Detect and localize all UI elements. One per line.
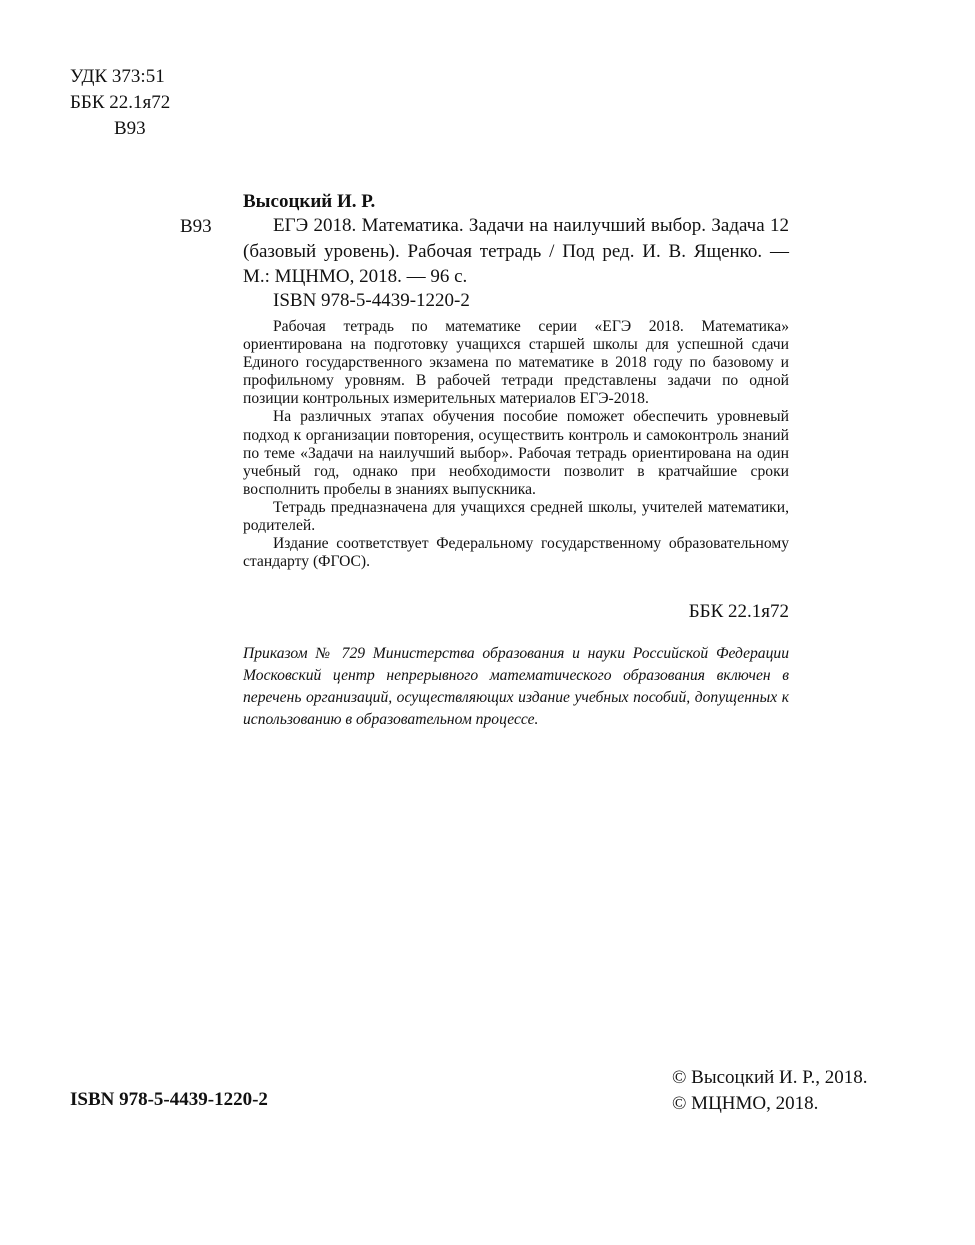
footer-isbn: ISBN 978-5-4439-1220-2 (70, 1089, 268, 1110)
copyright-author: © Высоцкий И. Р., 2018. (672, 1067, 868, 1088)
udk-code: УДК 373:51 (70, 66, 165, 87)
ministry-order-note: Приказом № 729 Министерства образования и науки Российской Федерации Московский центр непрерывного математического образования включен в перечень организаций, осуществляющих издание учебных пособий, допущенных к использованию в образовательном процессе. (243, 645, 789, 728)
annotation-paragraph: Издание соответствует Федеральному государственному образовательному стандарту (ФГОС). (243, 535, 789, 571)
annotation-block (243, 318, 789, 571)
annotation-paragraph: Тетрадь предназначена для учащихся средней школы, учителей математики, родителей. (243, 498, 789, 535)
annotation-paragraph: Рабочая тетрадь по математике серии «ЕГЭ 2018. Математика» ориентирована на подготовку учащихся старшей школы для успешной сдачи Единого государственного экзамена по математике в 2018 году по базовому и профильному уровням. В рабочей тетради представлены задачи по одной позиции контрольных измерительных материалов ЕГЭ-2018. (243, 318, 789, 408)
annotation-paragraph: На различных этапах обучения пособие поможет обеспечить уровневый подход к организации повторения, осуществить контроль и самоконтроль знаний по теме «Задачи на наилучший выбор». Рабочая тетрадь ориентирована на один учебный год, однако при необходимости позволит в кратчайшие сроки восполнить пробелы в знаниях выпускника. (243, 408, 789, 498)
author-mark-code: В93 (114, 118, 146, 139)
copyright-block (672, 1065, 867, 1116)
bbk-code: ББК 22.1я72 (70, 92, 171, 113)
classification-block (70, 64, 170, 142)
author-name: Высоцкий И. Р. (243, 191, 376, 212)
record-isbn: ISBN 978-5-4439-1220-2 (273, 290, 470, 311)
copyright-publisher: © МЦНМО, 2018. (672, 1092, 819, 1114)
record-author-mark: В93 (180, 216, 212, 237)
annotation-bbk: ББК 22.1я72 (688, 601, 789, 622)
bibliographic-title: ЕГЭ 2018. Математика. Задачи на наилучший выбор. Задача 12 (базовый уровень). Рабочая тетрадь / Под ред. И. В. Ященко. — М.: МЦНМО, 2018. — 96 с. (243, 215, 789, 287)
